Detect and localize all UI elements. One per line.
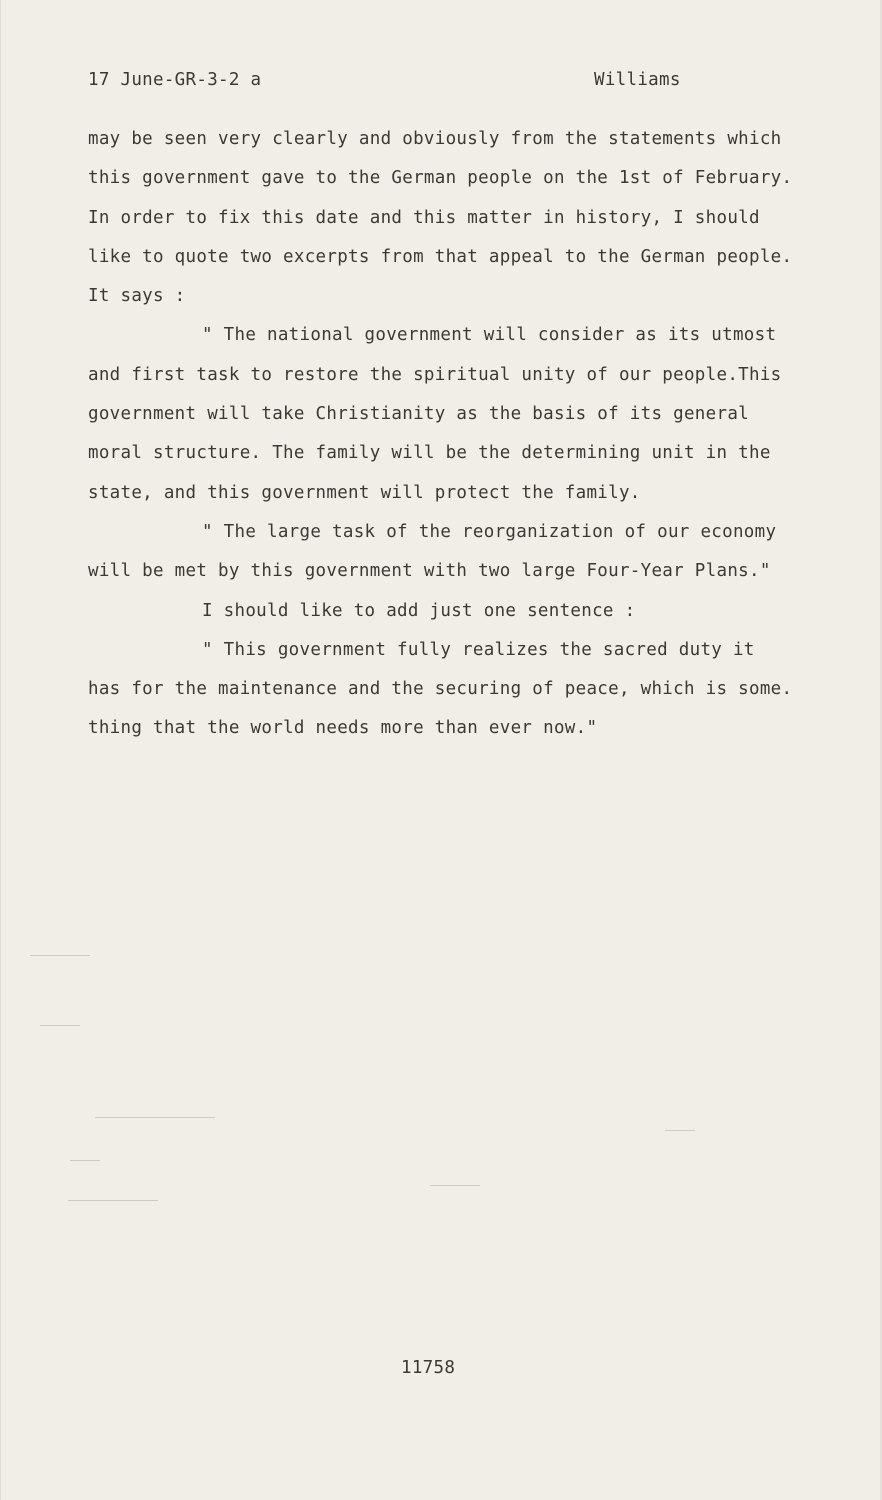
paper-mark (430, 1185, 480, 1186)
paper-mark (665, 1130, 695, 1131)
text-line: In order to fix this date and this matter in history, I should (88, 207, 760, 228)
paper-mark (68, 1200, 158, 1201)
text-line: I should like to add just one sentence : (202, 600, 636, 621)
speaker-name: Williams (594, 70, 681, 90)
text-line: It says : (88, 286, 186, 307)
text-line: " The national government will consider as its utmost (202, 325, 777, 346)
paper-mark (95, 1117, 215, 1118)
text-line: " This government fully realizes the sacred duty it (202, 639, 755, 660)
text-line: has for the maintenance and the securing of peace, which is some. (88, 679, 793, 700)
text-line: this government gave to the German people on the 1st of February. (88, 168, 793, 189)
text-line: like to quote two excerpts from that appeal to the German people. (88, 246, 793, 267)
paper-mark (70, 1160, 100, 1161)
page-number: 11758 (401, 1358, 456, 1378)
document-reference: 17 June-GR-3-2 a (88, 70, 262, 90)
text-line: will be met by this government with two large Four-Year Plans." (88, 561, 771, 582)
paper-mark (40, 1025, 80, 1026)
text-line: state, and this government will protect the family. (88, 482, 641, 503)
text-line: government will take Christianity as the basis of its general (88, 404, 749, 425)
text-line: moral structure. The family will be the determining unit in the (88, 443, 771, 464)
text-line: and first task to restore the spiritual unity of our people.This (88, 364, 782, 385)
text-line: thing that the world needs more than ever now." (88, 718, 598, 739)
text-line: may be seen very clearly and obviously from the statements which (88, 129, 782, 149)
paper-mark (30, 955, 90, 956)
transcript-body (88, 127, 848, 756)
text-line: " The large task of the reorganization of our economy (202, 521, 777, 542)
